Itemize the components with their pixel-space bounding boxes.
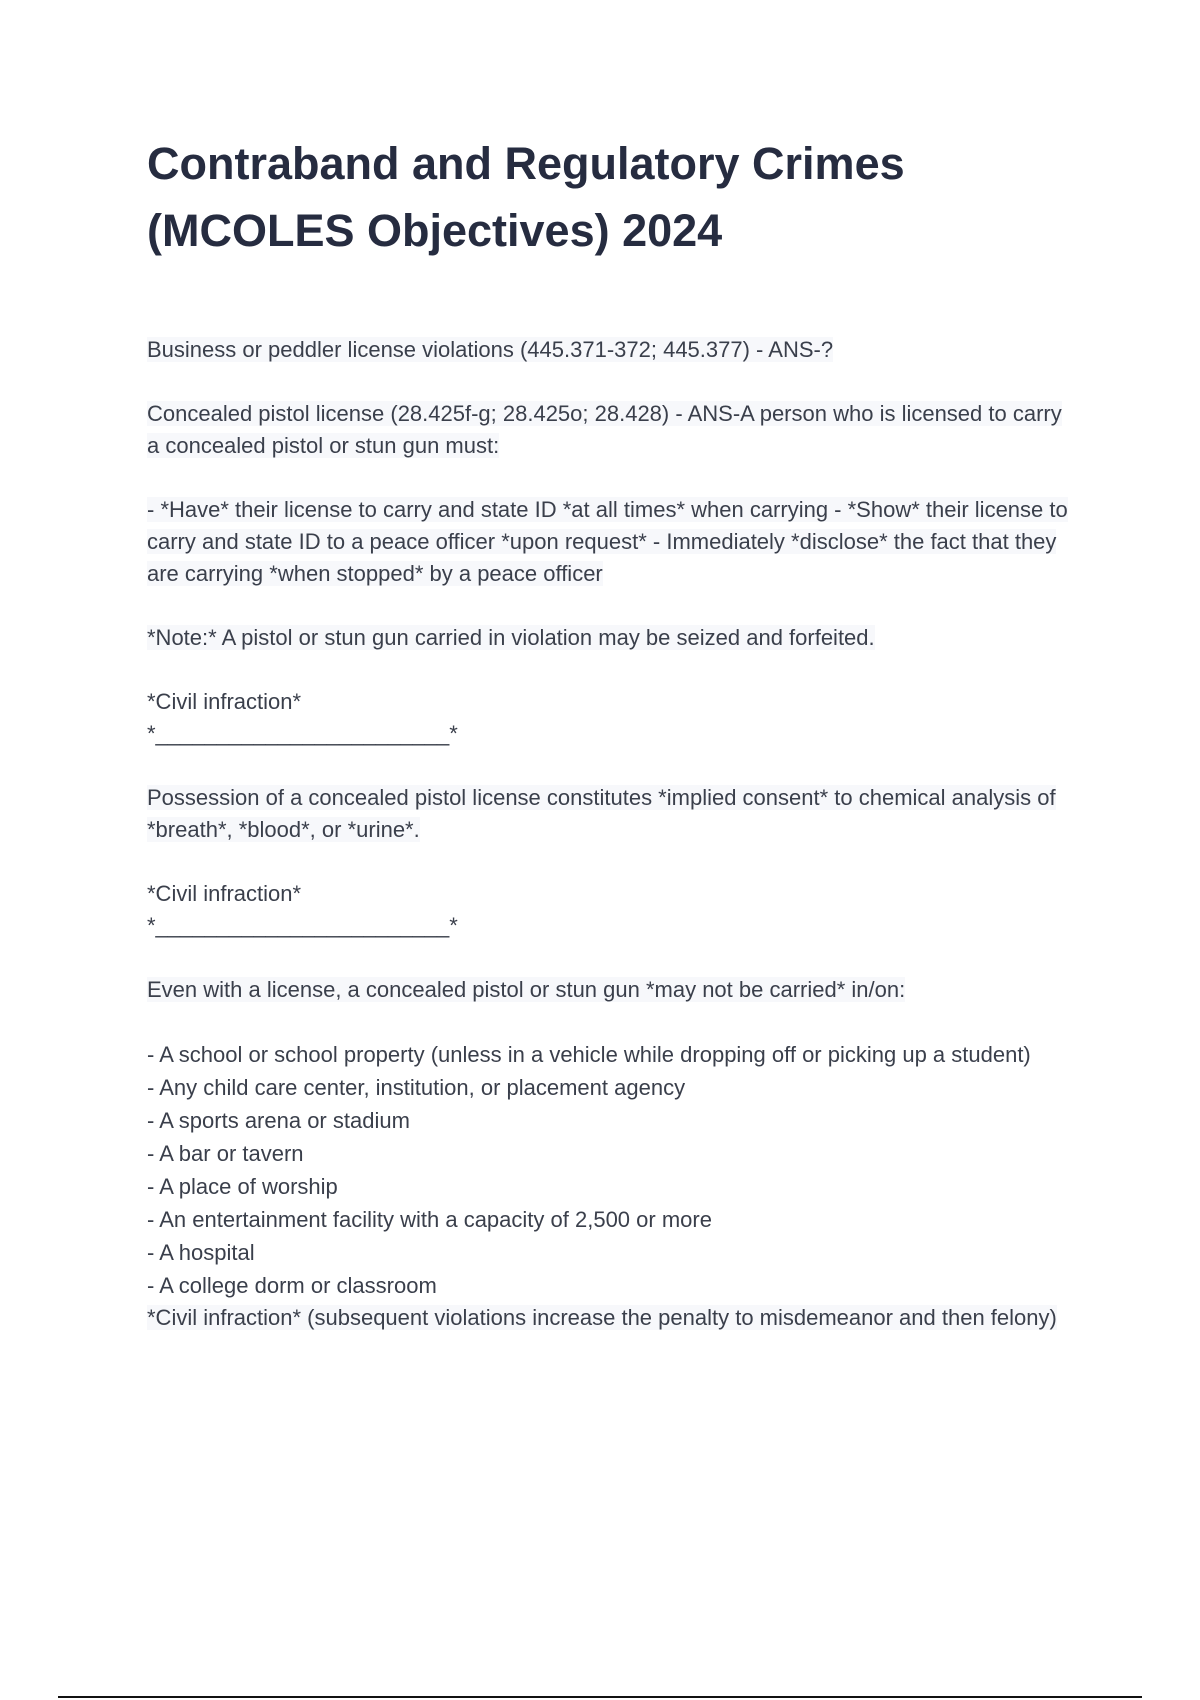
civil-infraction-rule: *________________________* (147, 721, 458, 746)
paragraph-text: Business or peddler license violations (445.371-372; 445.377) - ANS-? (147, 337, 834, 362)
paragraph-note (147, 622, 1077, 654)
paragraph-carry-duties (147, 494, 1077, 590)
document-title (147, 130, 1077, 264)
page-bottom-rule (58, 1696, 1142, 1698)
paragraph-restrictions-intro (147, 974, 1077, 1006)
paragraph-text: Possession of a concealed pistol license constitutes *implied consent* to chemical analysis of *breath*, *blood*, or *urine*. (147, 785, 1056, 842)
paragraph-implied-consent (147, 782, 1077, 846)
list-item: - A bar or tavern (147, 1141, 304, 1166)
title-line-2: (MCOLES Objectives) 2024 (147, 205, 723, 256)
paragraph-business-license (147, 334, 1077, 366)
paragraph-concealed-pistol-license (147, 398, 1077, 462)
list-item: - A school or school property (unless in a vehicle while dropping off or picking up a student) (147, 1042, 1031, 1067)
civil-infraction-label: *Civil infraction* (147, 689, 302, 714)
title-line-1: Contraband and Regulatory Crimes (147, 138, 905, 189)
paragraph-text: Even with a license, a concealed pistol or stun gun *may not be carried* in/on: (147, 977, 906, 1002)
list-item: - An entertainment facility with a capacity of 2,500 or more (147, 1207, 712, 1232)
list-item: - A place of worship (147, 1174, 338, 1199)
paragraph-text: - *Have* their license to carry and state ID *at all times* when carrying - *Show* their license to carry and state ID to a peace officer *upon request* - Immediately *disclose* the fact that they are carrying *when stopped* by a peace officer (147, 497, 1068, 586)
restricted-places-list (147, 1038, 1077, 1302)
civil-infraction-label: *Civil infraction* (147, 881, 302, 906)
paragraph-text: *Note:* A pistol or stun gun carried in violation may be seized and forfeited. (147, 625, 875, 650)
civil-infraction-block-2 (147, 878, 1077, 942)
civil-infraction-rule: *________________________* (147, 913, 458, 938)
list-item: - A sports arena or stadium (147, 1108, 410, 1133)
paragraph-text: Concealed pistol license (28.425f-g; 28.425o; 28.428) - ANS-A person who is licensed to carry a concealed pistol or stun gun must: (147, 401, 1062, 458)
document-page (147, 130, 1077, 1334)
penalty-note (147, 1302, 1077, 1334)
paragraph-text: *Civil infraction* (subsequent violations increase the penalty to misdemeanor and then felony) (147, 1305, 1057, 1330)
list-item: - A college dorm or classroom (147, 1273, 437, 1298)
list-item: - Any child care center, institution, or placement agency (147, 1075, 686, 1100)
civil-infraction-block-1 (147, 686, 1077, 750)
list-item: - A hospital (147, 1240, 255, 1265)
